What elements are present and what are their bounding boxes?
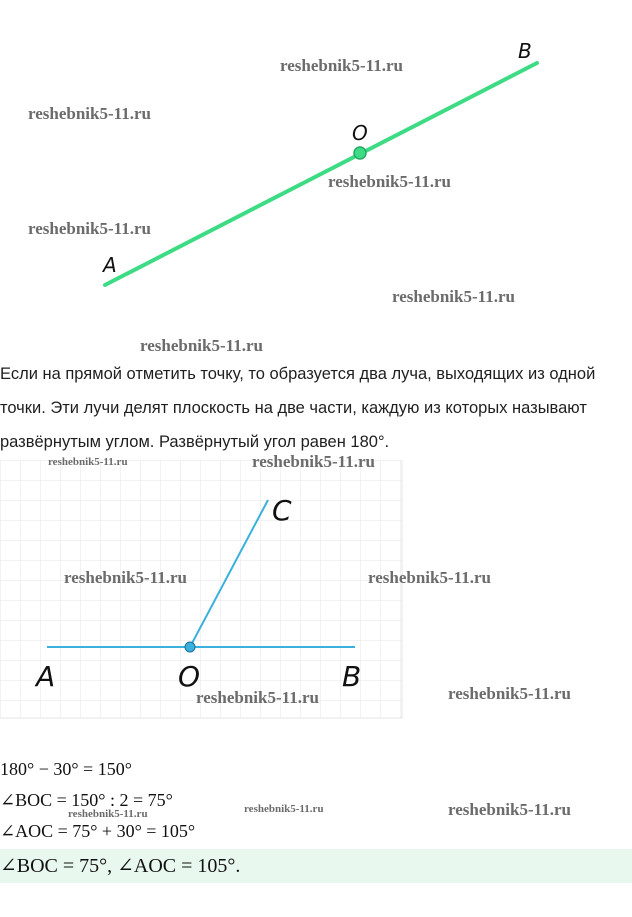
explanation-paragraph: Если на прямой отметить точку, то образуется два луча, выходящих из одной точки. Эти лучи делят плоскость на две части, каждую из которых называют развёрнутым углом. Развёрнутый угол равен 180°. — [0, 365, 596, 451]
watermark: reshebnik5-11.ru — [28, 104, 151, 123]
watermark: reshebnik5-11.ru — [140, 336, 263, 355]
line-ab — [105, 63, 537, 285]
watermark: reshebnik5-11.ru — [244, 803, 324, 815]
watermark: reshebnik5-11.ru — [28, 219, 151, 238]
label-b: B — [342, 660, 362, 693]
label-b: B — [518, 39, 532, 63]
solution-line-2: ∠BOC = 150° : 2 = 75° — [0, 790, 173, 810]
point-o — [354, 147, 366, 159]
label-a: A — [103, 253, 117, 277]
watermark: reshebnik5-11.ru — [252, 452, 375, 471]
watermark: reshebnik5-11.ru — [68, 808, 148, 820]
watermark: reshebnik5-11.ru — [64, 568, 187, 587]
label-o: O — [178, 660, 201, 693]
label-o: O — [352, 121, 368, 145]
watermark: reshebnik5-11.ru — [48, 456, 128, 468]
point-o — [185, 642, 195, 652]
watermark: reshebnik5-11.ru — [368, 568, 491, 587]
solution-line-3: ∠AOC = 75° + 30° = 105° — [0, 821, 196, 841]
watermark: reshebnik5-11.ru — [392, 287, 515, 306]
watermark: reshebnik5-11.ru — [280, 56, 403, 75]
watermark: reshebnik5-11.ru — [448, 684, 571, 703]
figure-angle-grid — [0, 460, 404, 720]
watermark: reshebnik5-11.ru — [196, 688, 319, 707]
label-a: A — [36, 660, 56, 693]
watermark: reshebnik5-11.ru — [328, 172, 451, 191]
watermark: reshebnik5-11.ru — [448, 800, 571, 819]
label-c: C — [272, 494, 292, 527]
solution-line-1: 180° − 30° = 150° — [0, 759, 132, 779]
answer-text: ∠BOC = 75°, ∠AOC = 105°. — [0, 855, 241, 877]
